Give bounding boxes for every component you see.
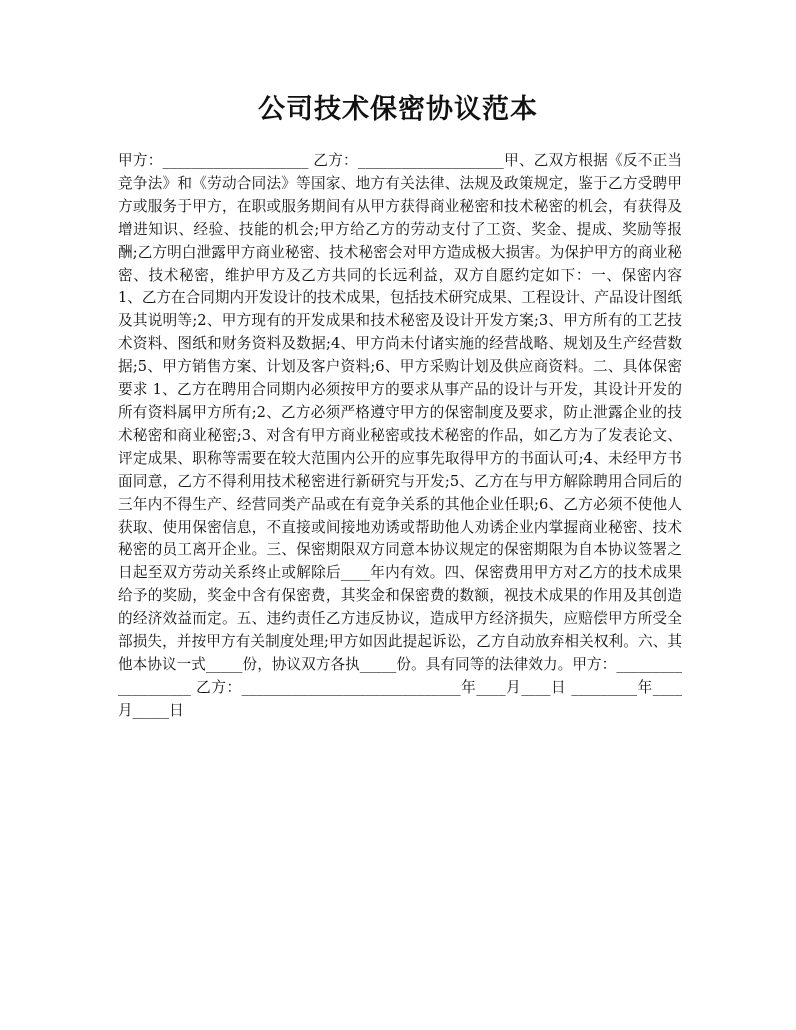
document-body: 甲方：____________________ 乙方：____________________甲、乙双方根据《反不正当竞争法》和《劳动合同法》等国家、地方有关法律、法规及政策规定，鉴于乙方受聘甲方或服务于甲方，在职或服务期间有从甲方获得商业秘密和技术秘密的机会，有获得及增进知识、经验、技能的机会;甲方给乙方的劳动支付了工资、奖金、提成、奖励等报酬;乙方明白泄露甲方商业秘密、技术秘密会对甲方造成极大损害。为保护甲方的商业秘密、技术秘密，维护甲方及乙方共同的长远利益，双方自愿约定如下：一、保密内容 1、乙方在合同期内开发设计的技术成果，包括技术研究成果、工程设计、产品设计图纸及其说明等;2、甲方现有的开发成果和技术秘密及设计开发方案;3、甲方所有的工艺技术资料、图纸和财务资料及数据;4、甲方尚未付诸实施的经营战略、规划及生产经营数据;5、甲方销售方案、计划及客户资料;6、甲方采购计划及供应商资料。二、具体保密要求 1、乙方在聘用合同期内必须按甲方的要求从事产品的设计与开发，其设计开发的所有资料属甲方所有;2、乙方必须严格遵守甲方的保密制度及要求，防止泄露企业的技术秘密和商业秘密;3、对含有甲方商业秘密或技术秘密的作品，如乙方为了发表论文、评定成果、职称等需要在较大范围内公开的应事先取得甲方的书面认可;4、未经甲方书面同意，乙方不得利用技术秘密进行新研究与开发;5、乙方在与甲方解除聘用合同后的三年内不得生产、经营同类产品或在有竞争关系的其他企业任职;6、乙方必须不使他人获取、使用保密信息，不直接或间接地劝诱或帮助他人劝诱企业内掌握商业秘密、技术秘密的员工离开企业。三、保密期限双方同意本协议规定的保密期限为自本协议签署之日起至双方劳动关系终止或解除后____年内有效。四、保密费用甲方对乙方的技术成果给予的奖励，奖金中含有保密费，其奖金和保密费的数额，视技术成果的作用及其创造的经济效益而定。五、违约责任乙方违反协议，造成甲方经济损失，应赔偿甲方所受全部损失，并按甲方有关制度处理;甲方如因此提起诉讼，乙方自动放弃相关权利。六、其他本协议一式_____份，协议双方各执_____份。具有同等的法律效力。甲方：___________________ 乙方：______________________________年____月____日 _________年____月_____日: [118, 152, 682, 719]
document-title: 公司技术保密协议范本: [258, 94, 538, 125]
